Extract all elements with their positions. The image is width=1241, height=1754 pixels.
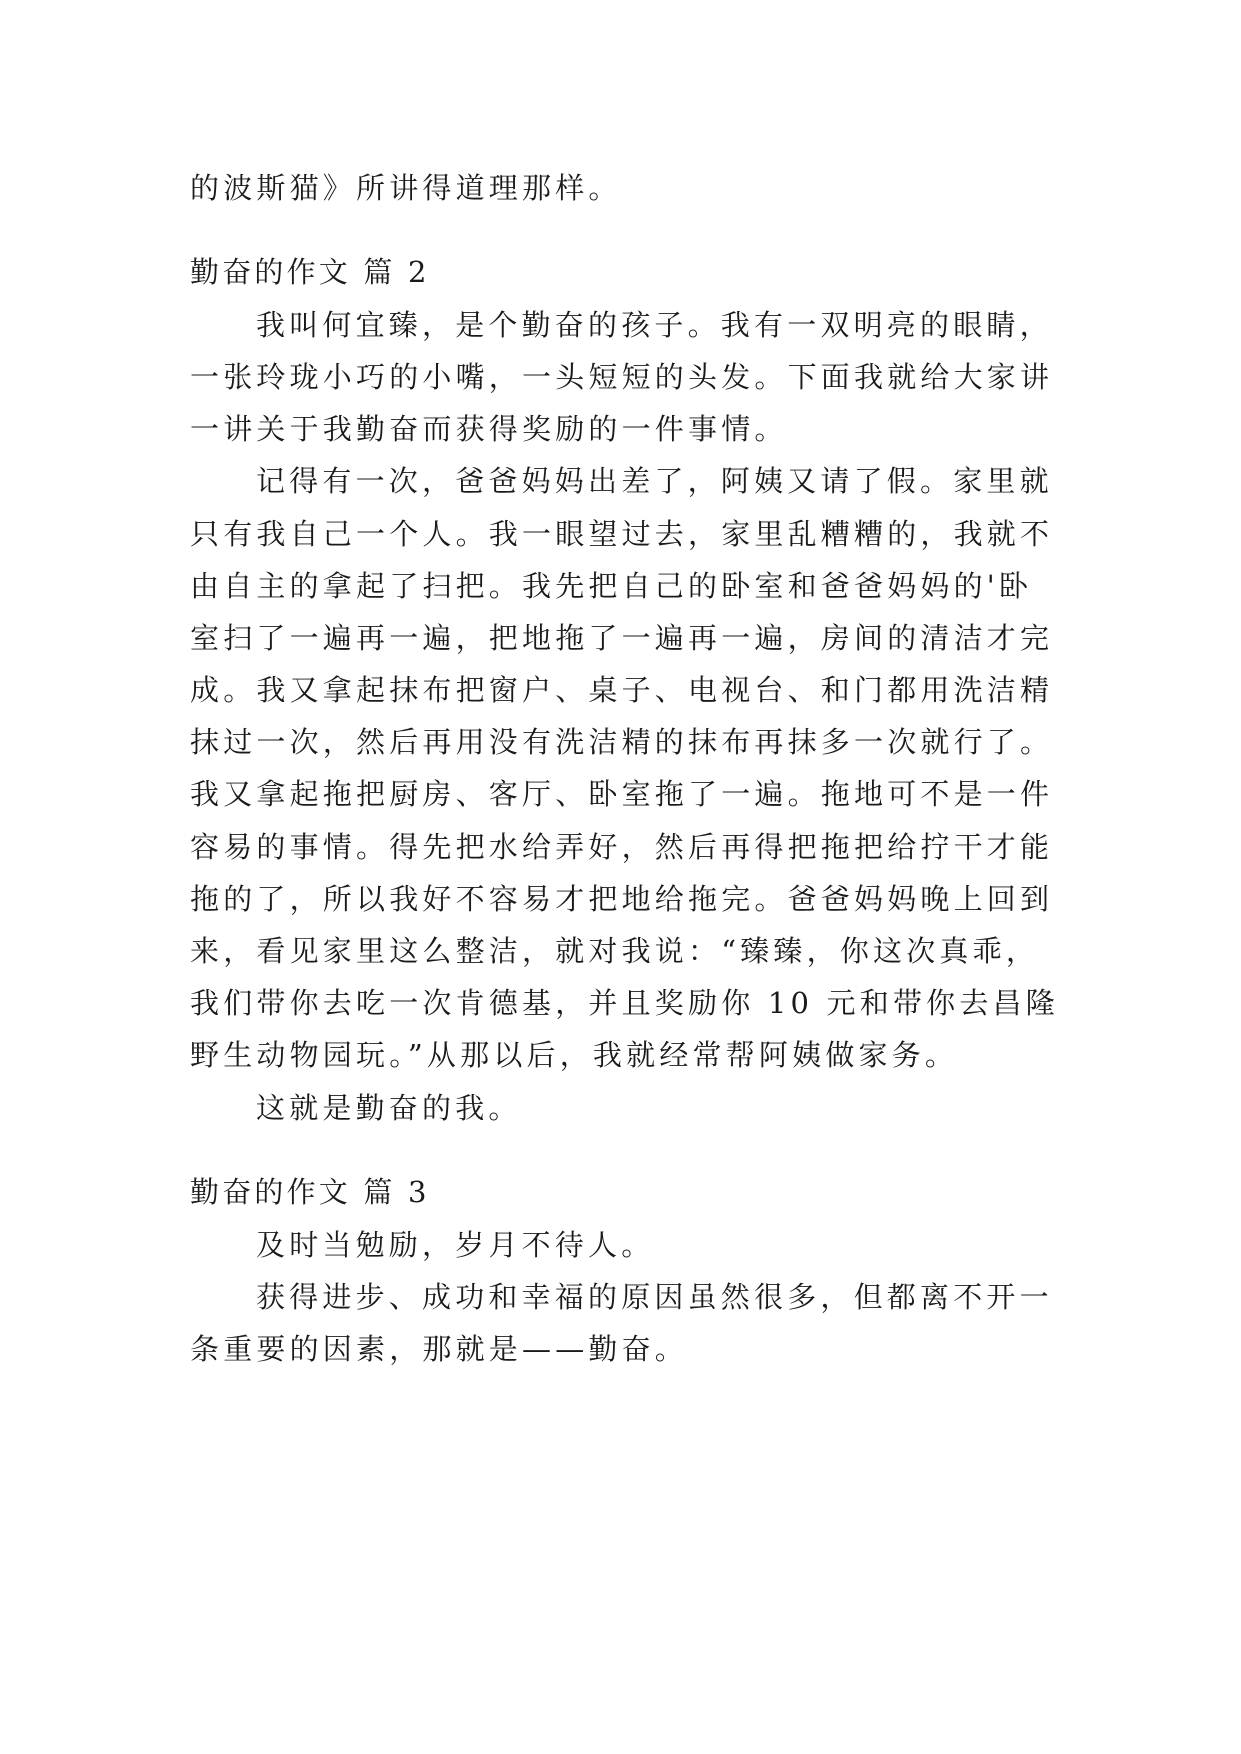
paragraph-line: 抹过一次，然后再用没有洗洁精的抹布再抹多一次就行了。 — [190, 725, 1054, 759]
paragraph-line: 记得有一次，爸爸妈妈出差了，阿姨又请了假。家里就 — [256, 464, 1053, 498]
paragraph-line: 只有我自己一个人。我一眼望过去，家里乱糟糟的，我就不 — [190, 517, 1054, 551]
paragraph-line: 由自主的拿起了扫把。我先把自己的卧室和爸爸妈妈的'卧 — [190, 569, 1033, 603]
paragraph-line: 来，看见家里这么整洁，就对我说：“臻臻，你这次真乖， — [190, 934, 1040, 968]
paragraph-line: 容易的事情。得先把水给弄好，然后再得把拖把给拧干才能 — [190, 830, 1054, 864]
paragraph-line: 条重要的因素，那就是——勤奋。 — [190, 1332, 689, 1366]
paragraph-line: 成。我又拿起抹布把窗户、桌子、电视台、和门都用洗洁精 — [190, 673, 1054, 707]
section-heading: 勤奋的作文 篇 2 — [190, 255, 430, 289]
paragraph-line: 我们带你去吃一次肯德基，并且奖励你 10 元和带你去昌隆 — [190, 986, 1059, 1020]
paragraph-line: 野生动物园玩。”从那以后，我就经常帮阿姨做家务。 — [190, 1038, 959, 1072]
paragraph-line: 室扫了一遍再一遍，把地拖了一遍再一遍，房间的清洁才完 — [190, 621, 1054, 655]
paragraph-line: 获得进步、成功和幸福的原因虽然很多，但都离不开一 — [256, 1280, 1053, 1314]
paragraph-line: 我又拿起拖把厨房、客厅、卧室拖了一遍。拖地可不是一件 — [190, 777, 1054, 811]
paragraph-line: 这就是勤奋的我。 — [256, 1091, 522, 1125]
paragraph-line: 一张玲珑小巧的小嘴，一头短短的头发。下面我就给大家讲 — [190, 360, 1054, 394]
paragraph-line: 一讲关于我勤奋而获得奖励的一件事情。 — [190, 412, 788, 446]
paragraph-line: 的波斯猫》所讲得道理那样。 — [190, 171, 622, 205]
paragraph-line: 拖的了，所以我好不容易才把地给拖完。爸爸妈妈晚上回到 — [190, 882, 1054, 916]
paragraph-line: 我叫何宜臻，是个勤奋的孩子。我有一双明亮的眼睛， — [256, 308, 1053, 342]
paragraph-line: 及时当勉励，岁月不待人。 — [256, 1228, 655, 1262]
section-heading: 勤奋的作文 篇 3 — [190, 1175, 430, 1209]
